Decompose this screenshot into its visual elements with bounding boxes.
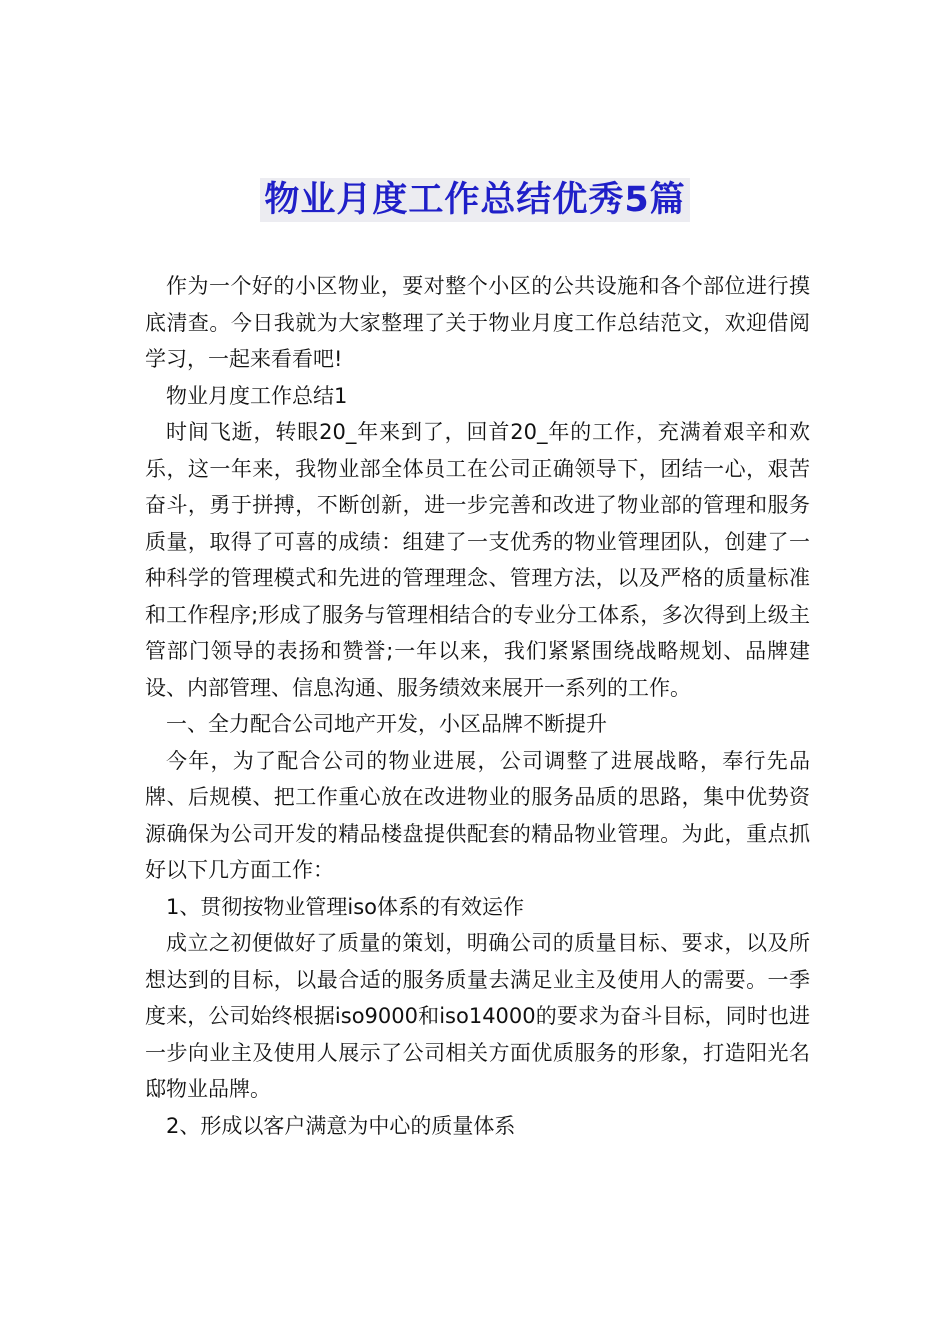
subsection-heading: 1、贯彻按物业管理iso体系的有效运作: [166, 894, 524, 919]
section-heading: 一、全力配合公司地产开发，小区品牌不断提升: [166, 712, 607, 736]
subsection-heading: 2、形成以客户满意为中心的质量体系: [166, 1113, 516, 1138]
body-paragraph: 时间飞逝，转眼20_年来到了，回首20_年的工作，充满着艰辛和欢乐，这一年来，我物业部全体员工在公司正确领导下，团结一心，艰苦奋斗，勇于拼搏，不断创新，进一步完善和改进了物业部的管理和服务质量，取得了可喜的成绩：组建了一支优秀的物业管理团队，创建了一种科学的管理模式和先进的管理理念、管理方法，以及严格的质量标准和工作程序;形成了服务与管理相结合的专业分工体系，多次得到上级主管部门领导的表扬和赞誉;一年以来，我们紧紧围绕战略规划、品牌建设、内部管理、信息沟通、服务绩效来展开一系列的工作。: [145, 420, 810, 700]
body-paragraph: 成立之初便做好了质量的策划，明确公司的质量目标、要求，以及所想达到的目标，以最合适的服务质量去满足业主及使用人的需要。一季度来，公司始终根据iso9000和iso14000的要求为奋斗目标，同时也进一步向业主及使用人展示了公司相关方面优质服务的形象，打造阳光名邸物业品牌。: [145, 931, 810, 1101]
intro-paragraph: 作为一个好的小区物业，要对整个小区的公共设施和各个部位进行摸底清查。今日我就为大家整理了关于物业月度工作总结范文，欢迎借阅学习，一起来看看吧!: [145, 274, 810, 371]
body-paragraph: 今年，为了配合公司的物业进展，公司调整了进展战略，奉行先品牌、后规模、把工作重心放在改进物业的服务品质的思路，集中优势资源确保为公司开发的精品楼盘提供配套的精品物业管理。为此，重点抓好以下几方面工作：: [145, 748, 810, 882]
document-body: [145, 268, 810, 1144]
title-container: [0, 178, 950, 222]
document-title: 物业月度工作总结优秀5篇: [260, 178, 689, 222]
section-heading: 物业月度工作总结1: [166, 383, 348, 408]
